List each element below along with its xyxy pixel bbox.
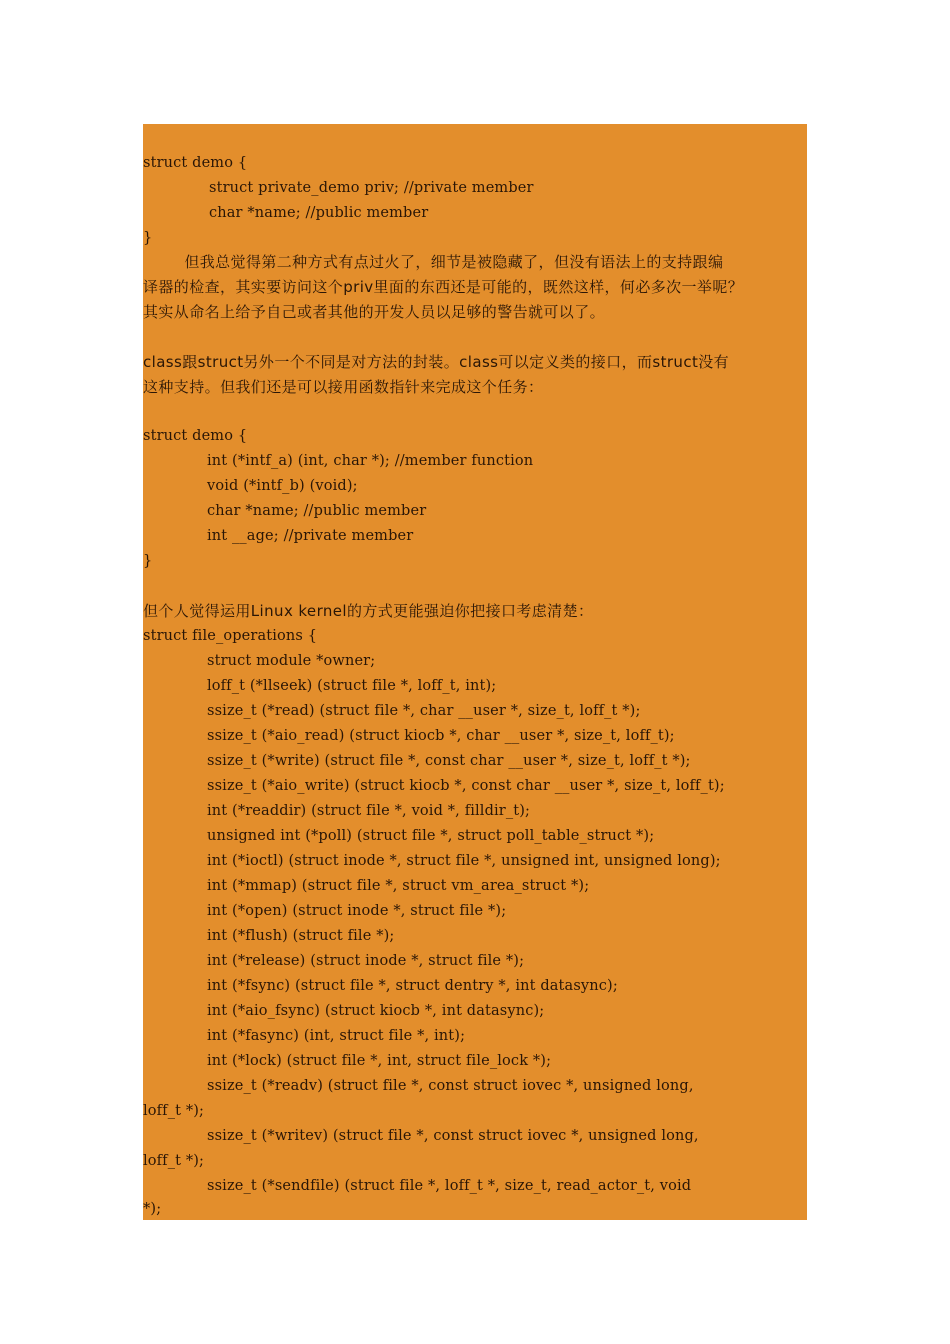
code-line: int (*fasync) (int, struct file *, int); xyxy=(207,1028,466,1044)
paragraph-line: 译器的检查，其实要访问这个priv里面的东西还是可能的，既然这样，何必多次一举呢？ xyxy=(143,278,744,296)
paragraph-line: 但个人觉得运用Linux kernel的方式更能强迫你把接口考虑清楚： xyxy=(143,602,594,620)
code-document-page xyxy=(143,124,807,1220)
code-line: int (*intf_a) (int, char *); //member function xyxy=(207,453,534,469)
code-line: char *name; //public member xyxy=(209,205,429,221)
paragraph-line: class跟struct另外一个不同是对方法的封装。class可以定义类的接口，而struct没有 xyxy=(143,353,730,371)
code-line: } xyxy=(143,553,153,569)
code-line: loff_t *); xyxy=(143,1103,205,1119)
code-line: int (*flush) (struct file *); xyxy=(207,928,395,944)
paragraph-line: 这种支持。但我们还是可以接用函数指针来完成这个任务： xyxy=(143,378,544,396)
code-line: int (*readdir) (struct file *, void *, filldir_t); xyxy=(207,803,531,819)
code-line: loff_t *); xyxy=(143,1153,205,1169)
code-line: struct file_operations { xyxy=(143,628,318,644)
code-line: struct private_demo priv; //private member xyxy=(209,180,534,196)
code-line: ssize_t (*aio_read) (struct kiocb *, char __user *, size_t, loff_t); xyxy=(207,728,675,744)
code-line: *); xyxy=(143,1201,162,1217)
code-line: int __age; //private member xyxy=(207,528,414,544)
code-line: ssize_t (*readv) (struct file *, const struct iovec *, unsigned long, xyxy=(207,1078,694,1094)
paragraph-line: 但我总觉得第二种方式有点过火了，细节是被隐藏了，但没有语法上的支持跟编 xyxy=(143,253,724,271)
code-line: int (*aio_fsync) (struct kiocb *, int datasync); xyxy=(207,1003,545,1019)
code-line: void (*intf_b) (void); xyxy=(207,478,358,494)
paragraph-line: 其实从命名上给予自己或者其他的开发人员以足够的警告就可以了。 xyxy=(143,303,606,321)
code-line: ssize_t (*sendfile) (struct file *, loff_t *, size_t, read_actor_t, void xyxy=(207,1178,692,1194)
code-line: } xyxy=(143,230,153,246)
code-line: int (*open) (struct inode *, struct file *); xyxy=(207,903,507,919)
code-line: struct module *owner; xyxy=(207,653,376,669)
code-line: struct demo { xyxy=(143,155,248,171)
code-line: loff_t (*llseek) (struct file *, loff_t, int); xyxy=(207,678,497,694)
code-line: ssize_t (*writev) (struct file *, const struct iovec *, unsigned long, xyxy=(207,1128,699,1144)
code-line: int (*ioctl) (struct inode *, struct file *, unsigned int, unsigned long); xyxy=(207,853,721,869)
code-line: int (*fsync) (struct file *, struct dentry *, int datasync); xyxy=(207,978,618,994)
code-line: ssize_t (*read) (struct file *, char __user *, size_t, loff_t *); xyxy=(207,703,641,719)
code-line: int (*lock) (struct file *, int, struct file_lock *); xyxy=(207,1053,552,1069)
code-line: unsigned int (*poll) (struct file *, struct poll_table_struct *); xyxy=(207,828,655,844)
code-line: char *name; //public member xyxy=(207,503,427,519)
code-line: ssize_t (*write) (struct file *, const char __user *, size_t, loff_t *); xyxy=(207,753,691,769)
code-line: ssize_t (*aio_write) (struct kiocb *, const char __user *, size_t, loff_t); xyxy=(207,778,725,794)
code-line: struct demo { xyxy=(143,428,248,444)
code-line: int (*mmap) (struct file *, struct vm_area_struct *); xyxy=(207,878,590,894)
code-line: int (*release) (struct inode *, struct file *); xyxy=(207,953,525,969)
